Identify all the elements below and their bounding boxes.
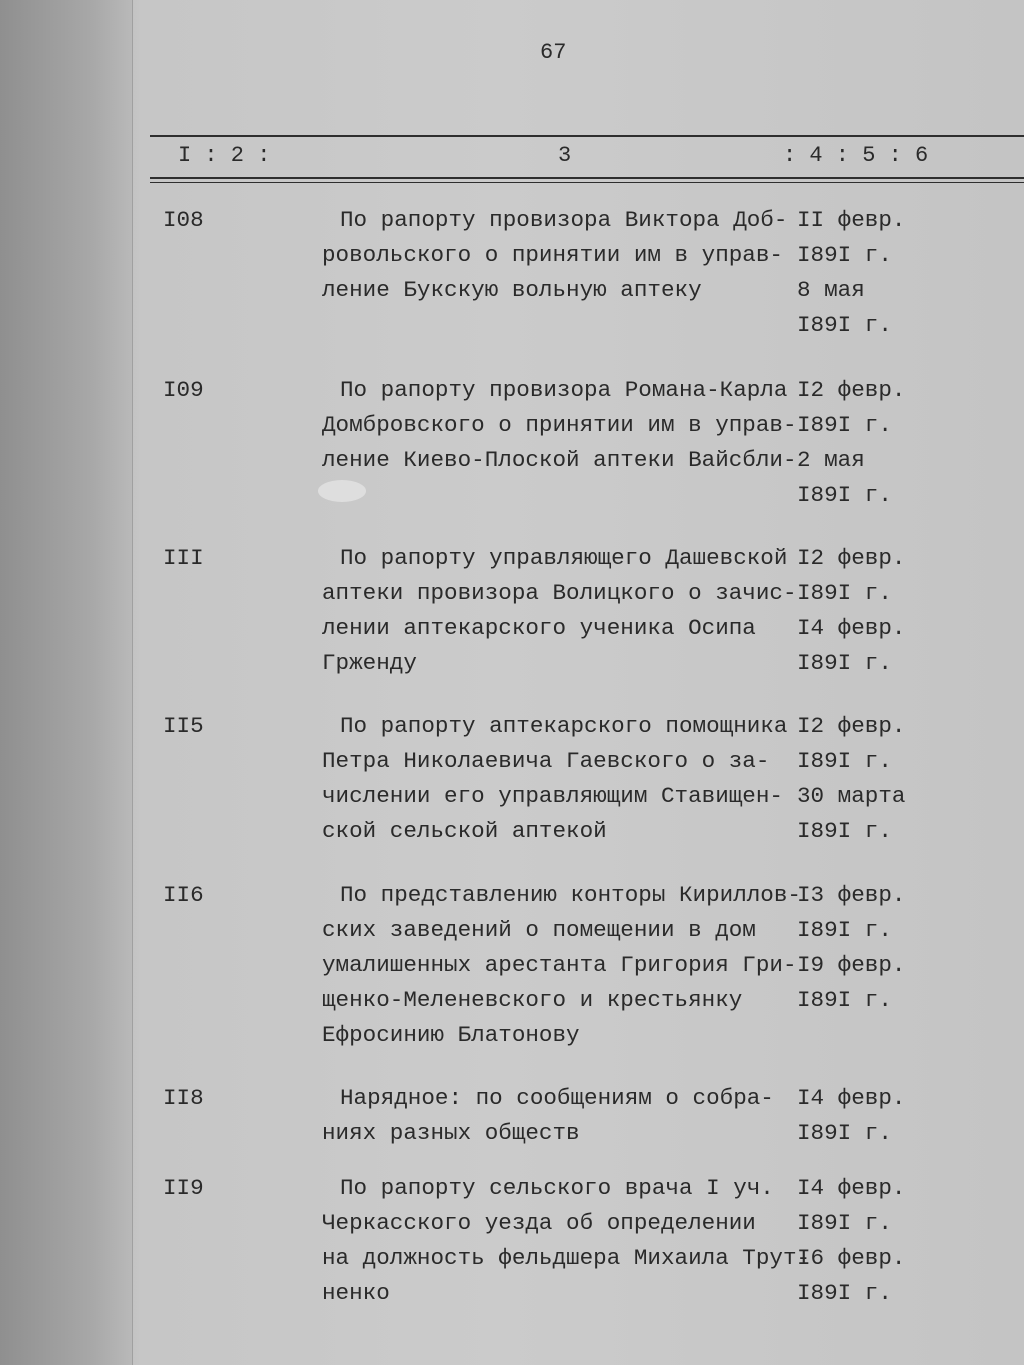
paper-smudge — [318, 480, 366, 502]
description-line: По рапорту управляющего Дашевской — [340, 545, 788, 571]
date-line: I89I г. — [797, 412, 892, 438]
description-line: По рапорту сельского врача I уч. — [340, 1175, 774, 1201]
description-line: умалишенных арестанта Григория Гри- — [322, 952, 797, 978]
book-gutter — [0, 0, 133, 1365]
entry-dates — [797, 373, 905, 513]
header-bottom-rule-2 — [150, 182, 1024, 183]
date-line: I89I г. — [797, 748, 892, 774]
entry-dates — [797, 541, 905, 681]
description-line: ровольского о принятии им в управ- — [322, 242, 783, 268]
date-line: I3 февр. — [797, 882, 906, 908]
description-line: Черкасского уезда об определении — [322, 1210, 756, 1236]
date-line: 30 марта — [797, 783, 906, 809]
date-line: I2 февр. — [797, 377, 906, 403]
description-line: ление Букскую вольную аптеку — [322, 277, 702, 303]
entry-number: II9 — [163, 1175, 204, 1201]
date-line: I89I г. — [797, 987, 892, 1013]
entry-number: II6 — [163, 882, 204, 908]
entry-description — [322, 878, 801, 1053]
description-line: Домбровского о принятии им в управ- — [322, 412, 797, 438]
entry-number: I08 — [163, 207, 204, 233]
description-line: ниях разных обществ — [322, 1120, 580, 1146]
description-line: аптеки провизора Волицкого о зачис- — [322, 580, 797, 606]
description-line: По рапорту провизора Романа-Карла — [340, 377, 788, 403]
entry-number: III — [163, 545, 204, 571]
entry-number: II8 — [163, 1085, 204, 1111]
date-line: II февр. — [797, 207, 906, 233]
date-line: 8 мая — [797, 277, 865, 303]
header-column-3: 3 — [558, 143, 572, 168]
date-line: I89I г. — [797, 650, 892, 676]
header-columns-1-2: I : 2 : — [178, 143, 271, 168]
entry-description — [322, 203, 787, 308]
date-line: I9 февр. — [797, 952, 906, 978]
entry-dates — [797, 1081, 905, 1151]
date-line: I89I г. — [797, 312, 892, 338]
header-columns-4-6: : 4 : 5 : 6 — [783, 143, 929, 168]
description-line: ских заведений о помещении в дом — [322, 917, 756, 943]
description-line: Грженду — [322, 650, 417, 676]
date-line: I89I г. — [797, 482, 892, 508]
date-line: I89I г. — [797, 580, 892, 606]
date-line: 2 мая — [797, 447, 865, 473]
date-line: I6 февр. — [797, 1245, 906, 1271]
entry-number: II5 — [163, 713, 204, 739]
description-line: ской сельской аптекой — [322, 818, 607, 844]
date-line: I89I г. — [797, 1120, 892, 1146]
entry-dates — [797, 203, 905, 343]
description-line: Ефросинию Блатонову — [322, 1022, 580, 1048]
date-line: I89I г. — [797, 818, 892, 844]
description-line: По представлению конторы Кириллов- — [340, 882, 801, 908]
description-line: ненко — [322, 1280, 390, 1306]
date-line: I4 февр. — [797, 1085, 906, 1111]
header-bottom-rule — [150, 177, 1024, 179]
description-line: Петра Николаевича Гаевского о за- — [322, 748, 770, 774]
date-line: I2 февр. — [797, 545, 906, 571]
description-line: По рапорту аптекарского помощника — [340, 713, 788, 739]
date-line: I89I г. — [797, 242, 892, 268]
description-line: щенко-Меленевского и крестьянку — [322, 987, 743, 1013]
entry-number: I09 — [163, 377, 204, 403]
date-line: I2 февр. — [797, 713, 906, 739]
entry-description — [322, 541, 797, 681]
description-line: числении его управляющим Ставищен- — [322, 783, 783, 809]
entry-dates — [797, 878, 905, 1018]
page-number: 67 — [540, 40, 567, 65]
header-top-rule — [150, 135, 1024, 137]
date-line: I89I г. — [797, 1280, 892, 1306]
entry-description — [322, 373, 797, 478]
date-line: I4 февр. — [797, 1175, 906, 1201]
entry-description — [322, 1171, 810, 1311]
description-line: ление Киево-Плоской аптеки Вайсбли- — [322, 447, 797, 473]
description-line: лении аптекарского ученика Осипа — [322, 615, 756, 641]
entry-dates — [797, 709, 905, 849]
date-line: I89I г. — [797, 1210, 892, 1236]
date-line: I4 февр. — [797, 615, 906, 641]
entry-description — [322, 1081, 774, 1151]
description-line: Нарядное: по сообщениям о собра- — [340, 1085, 774, 1111]
entry-description — [322, 709, 787, 849]
date-line: I89I г. — [797, 917, 892, 943]
entry-dates — [797, 1171, 905, 1311]
description-line: на должность фельдшера Михаила Трут- — [322, 1245, 811, 1271]
description-line: По рапорту провизора Виктора Доб- — [340, 207, 788, 233]
